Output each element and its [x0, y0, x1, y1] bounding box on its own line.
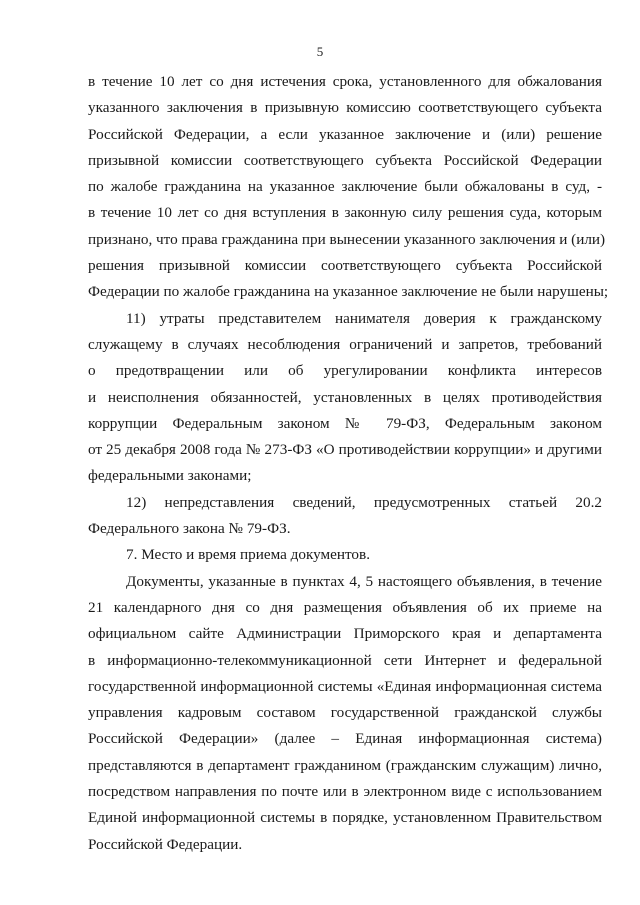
text-line: Российской Федерации, а если указанное заключение и (или) решение [88, 125, 602, 143]
paragraph [88, 569, 602, 858]
text-line: Российской Федерации» (далее – Единая информационная система) [88, 730, 602, 748]
text-line: федеральными законами; [88, 467, 252, 485]
paragraph [88, 490, 602, 543]
text-line: решения призывной комиссии соответствующего субъекта Российской [88, 257, 602, 275]
text-line: Федерального закона № 79-ФЗ. [88, 520, 291, 538]
text-line: 11) утраты представителем нанимателя доверия к гражданскому [126, 309, 602, 327]
text-line: в течение 10 лет со дня вступления в законную силу решения суда, которым [88, 204, 602, 222]
text-line: Документы, указанные в пунктах 4, 5 настоящего объявления, в течение [126, 572, 602, 590]
text-line: в течение 10 лет со дня истечения срока, установленного для обжалования [88, 73, 602, 90]
text-line: призывной комиссии соответствующего субъекта Российской Федерации [88, 151, 602, 169]
text-line: государственной информационной системы «Единая информационная система [88, 677, 602, 695]
text-line: и неисполнения обязанностей, установленных в целях противодействия [88, 388, 602, 406]
text-line: о предотвращении или об урегулировании конфликта интересов [88, 362, 602, 380]
text-line: по жалобе гражданина на указанное заключение были обжалованы в суд, - [88, 178, 602, 196]
text-line: 7. Место и время приема документов. [126, 546, 370, 564]
text-line: коррупции Федеральным законом № 79-ФЗ, Федеральным законом [88, 414, 602, 432]
paragraph [88, 306, 602, 490]
text-line: Федерации по жалобе гражданина на указанное заключение не были нарушены; [88, 283, 609, 301]
paragraph [88, 69, 609, 306]
page-number: 5 [316, 44, 324, 59]
text-line: Единой информационной системы в порядке, установленном Правительством [88, 809, 602, 827]
text-line: от 25 декабря 2008 года № 273-ФЗ «О противодействии коррупции» и другими [88, 441, 602, 459]
text-line: 12) непредставления сведений, предусмотренных статьей 20.2 [126, 493, 602, 511]
text-line: официальном сайте Администрации Приморского края и департамента [88, 625, 602, 643]
text-line: представляются в департамент гражданином (гражданским служащим) лично, [88, 756, 602, 774]
text-line: служащему в случаях несоблюдения ограничений и запретов, требований [88, 335, 602, 353]
text-line: посредством направления по почте или в электронном виде с использованием [88, 783, 602, 801]
text-line: признано, что права гражданина при вынесении указанного заключения и (или) [88, 230, 606, 248]
text-line: 21 календарного дня со дня размещения объявления об их приеме на [88, 598, 602, 616]
paragraph [88, 542, 602, 568]
text-line: управления кадровым составом государственной гражданской службы [88, 704, 602, 722]
text-line: в информационно-телекоммуникационной сети Интернет и федеральной [88, 651, 602, 669]
text-line: указанного заключения в призывную комиссию соответствующего субъекта [88, 99, 602, 117]
text-line: Российской Федерации. [88, 835, 243, 853]
document-body [88, 69, 609, 858]
